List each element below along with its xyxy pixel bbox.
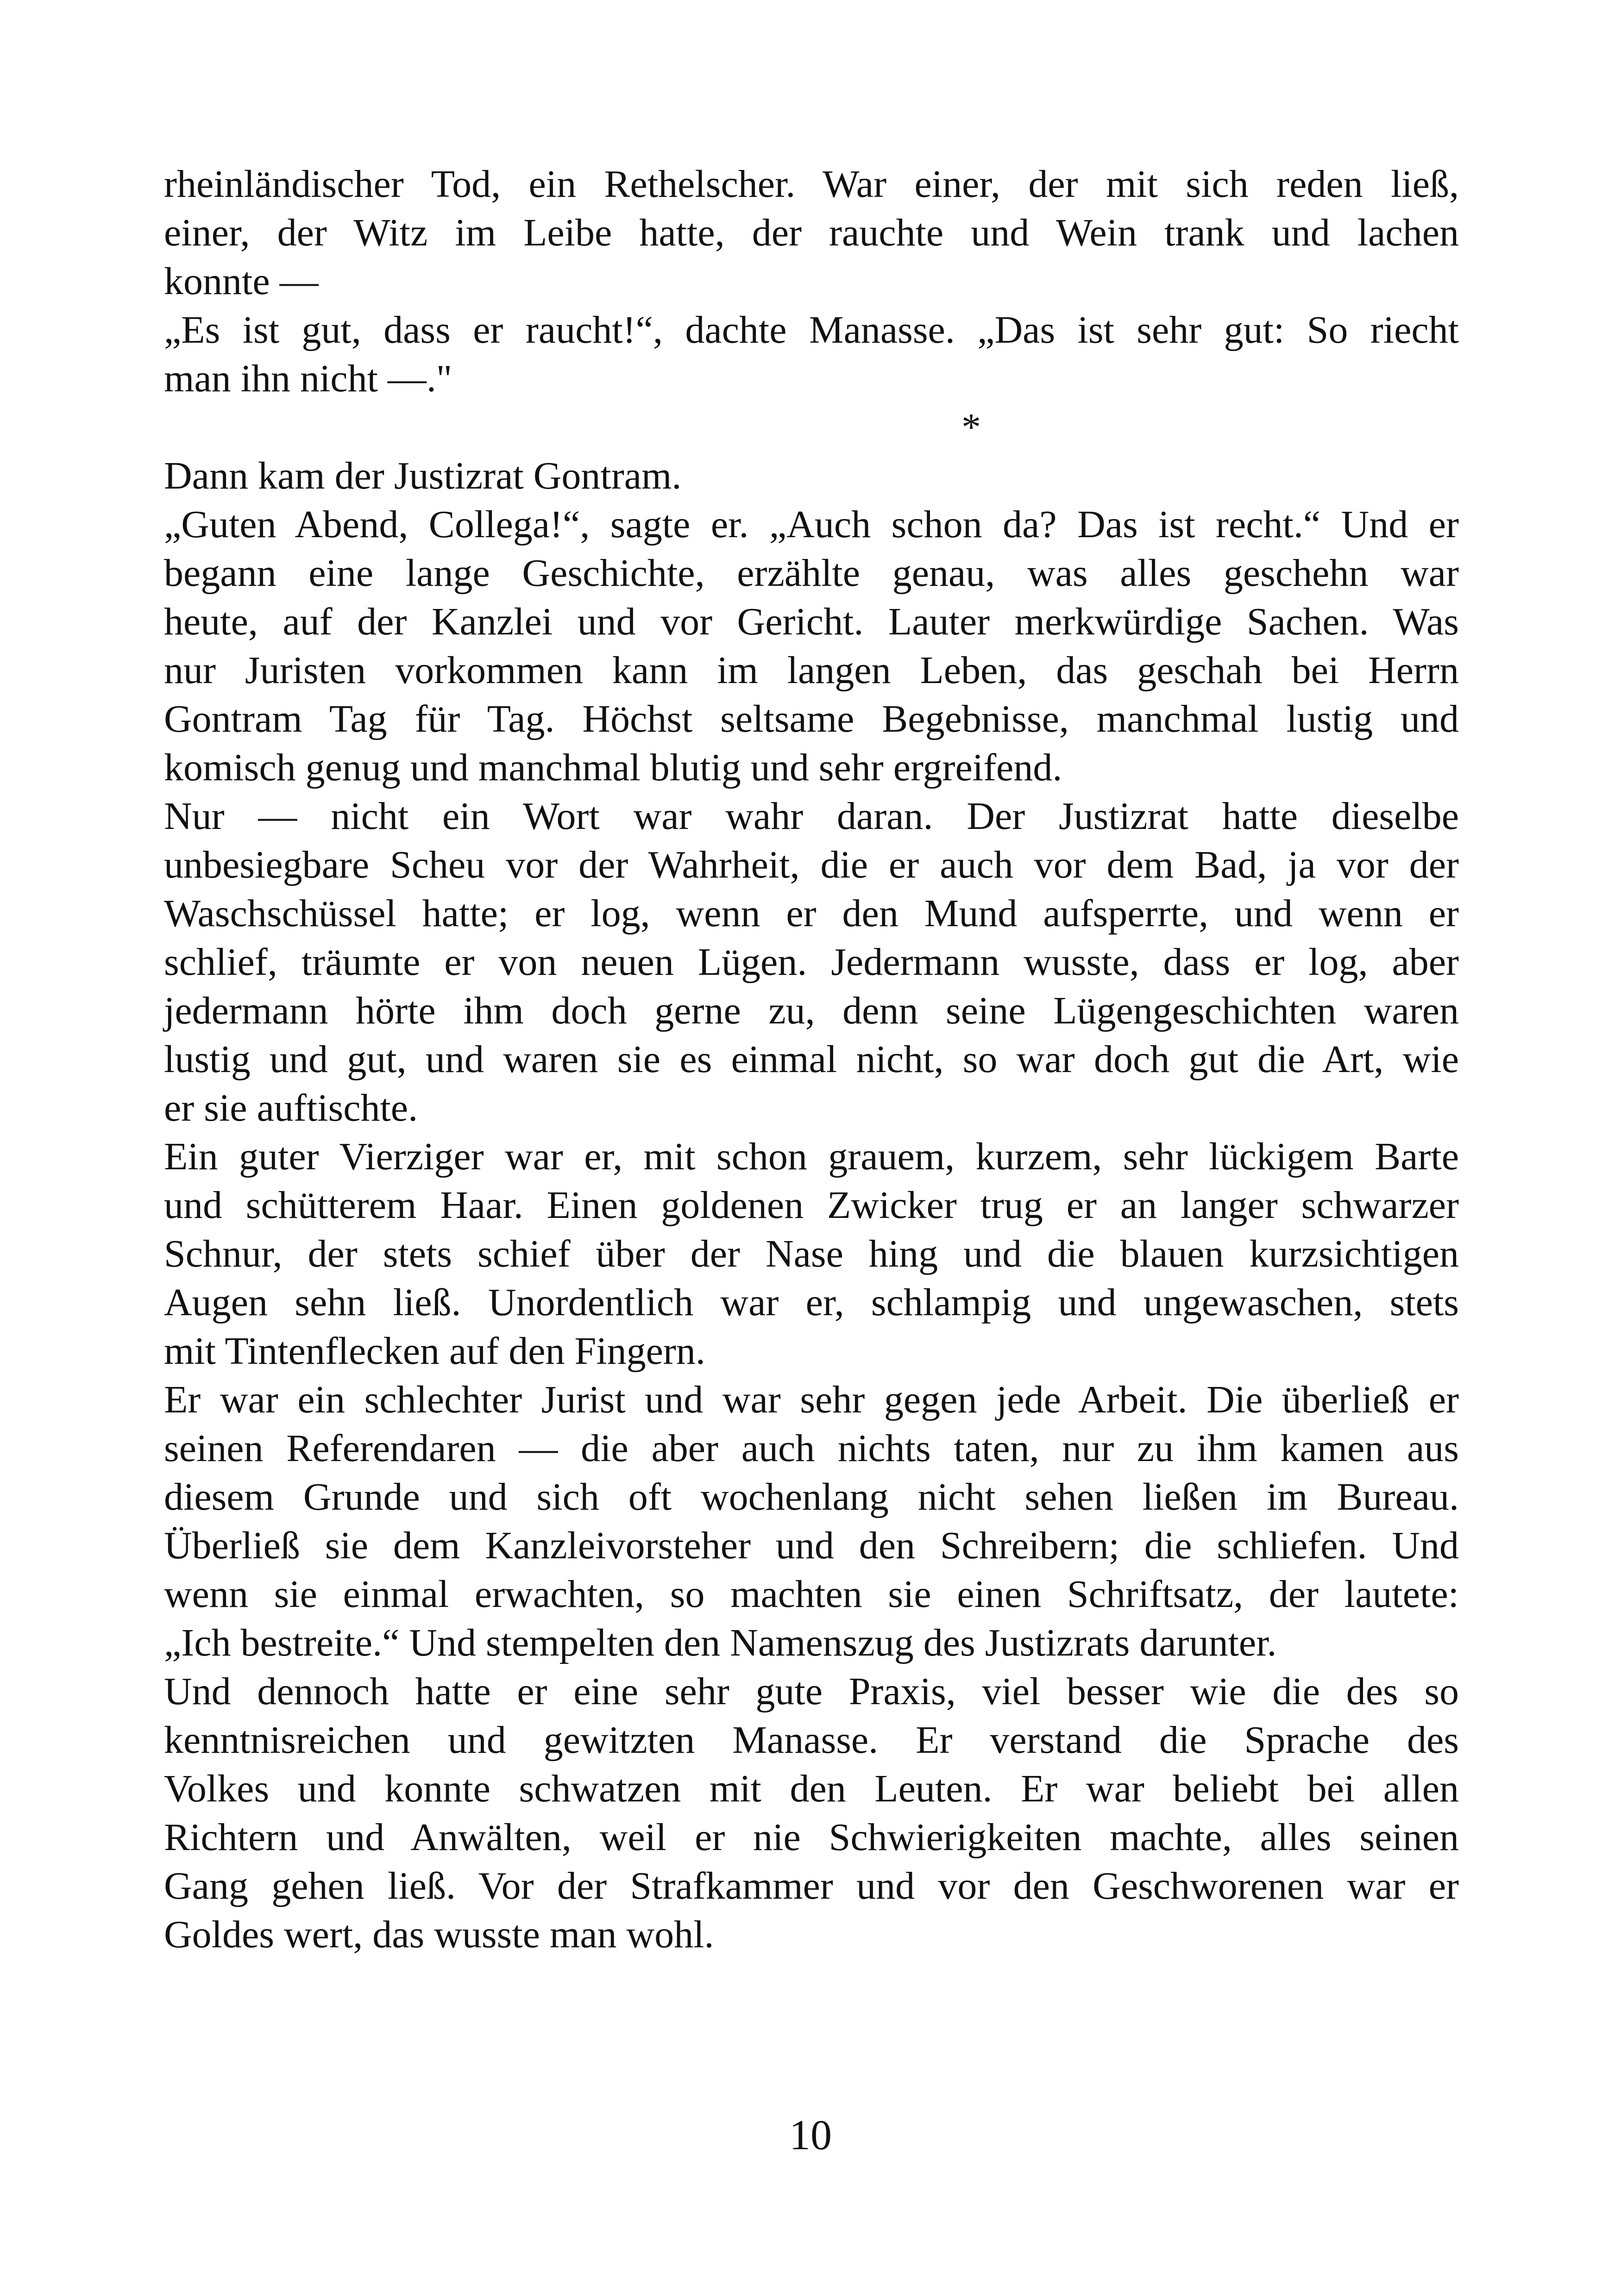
text-line: Er war ein schlechter Jurist und war sehr gegen jede Arbeit. Die überließ er bbox=[164, 1378, 1459, 1421]
text-line: und schütterem Haar. Einen goldenen Zwicker trug er an langer schwarzer bbox=[164, 1184, 1459, 1227]
text-line: komisch genug und manchmal blutig und sehr ergreifend. bbox=[164, 746, 1062, 789]
text-line: heute, auf der Kanzlei und vor Gericht. Lauter merkwürdige Sachen. Was bbox=[164, 600, 1459, 643]
paragraph bbox=[164, 1667, 1459, 1959]
paragraph bbox=[164, 500, 1459, 792]
text-line: Richtern und Anwälten, weil er nie Schwierigkeiten machte, alles seinen bbox=[164, 1816, 1459, 1859]
text-line: Waschschüssel hatte; er log, wenn er den Mund aufsperrte, und wenn er bbox=[164, 892, 1459, 935]
page-number: 10 bbox=[789, 2111, 832, 2158]
text-line: einer, der Witz im Leibe hatte, der rauchte und Wein trank und lachen bbox=[164, 211, 1459, 254]
text-line: „Es ist gut, dass er raucht!“, dachte Manasse. „Das ist sehr gut: So riecht bbox=[164, 308, 1459, 351]
text-line: „Ich bestreite.“ Und stempelten den Namenszug des Justizrats darunter. bbox=[164, 1621, 1277, 1664]
text-line: jedermann hörte ihm doch gerne zu, denn seine Lügengeschichten waren bbox=[164, 989, 1459, 1032]
text-line: Volkes und konnte schwatzen mit den Leuten. Er war beliebt bei allen bbox=[164, 1767, 1459, 1810]
text-line: Dann kam der Justizrat Gontram. bbox=[164, 454, 682, 497]
paragraph bbox=[164, 452, 1459, 500]
text-line: seinen Referendaren — die aber auch nichts taten, nur zu ihm kamen aus bbox=[164, 1427, 1459, 1470]
section-separator: * bbox=[961, 406, 981, 449]
text-line: Überließ sie dem Kanzleivorsteher und den Schreibern; die schliefen. Und bbox=[164, 1524, 1459, 1567]
text-line: Goldes wert, das wusste man wohl. bbox=[164, 1913, 714, 1956]
text-line: schlief, träumte er von neuen Lügen. Jedermann wusste, dass er log, aber bbox=[164, 941, 1459, 984]
text-line: kenntnisreichen und gewitzten Manasse. Er verstand die Sprache des bbox=[164, 1719, 1459, 1762]
text-line: rheinländischer Tod, ein Rethelscher. War einer, der mit sich reden ließ, bbox=[164, 163, 1459, 206]
text-line: Nur — nicht ein Wort war wahr daran. Der Justizrat hatte dieselbe bbox=[164, 795, 1459, 838]
text-line: Ein guter Vierziger war er, mit schon grauem, kurzem, sehr lückigem Barte bbox=[164, 1135, 1459, 1178]
paragraph bbox=[164, 1375, 1459, 1667]
paragraph bbox=[164, 792, 1459, 1132]
text-line: wenn sie einmal erwachten, so machten sie einen Schriftsatz, der lautete: bbox=[164, 1573, 1459, 1616]
text-line: diesem Grunde und sich oft wochenlang nicht sehen ließen im Bureau. bbox=[164, 1475, 1459, 1518]
paragraph bbox=[164, 160, 1459, 306]
paragraph bbox=[164, 306, 1459, 403]
text-line: unbesiegbare Scheu vor der Wahrheit, die er auch vor dem Bad, ja vor der bbox=[164, 843, 1459, 886]
text-line: begann eine lange Geschichte, erzählte genau, was alles geschehn war bbox=[164, 552, 1459, 595]
text-line: Gontram Tag für Tag. Höchst seltsame Begebnisse, manchmal lustig und bbox=[164, 697, 1459, 740]
body-text bbox=[164, 160, 1459, 1959]
text-line: er sie auftischte. bbox=[164, 1086, 418, 1129]
text-line: Augen sehn ließ. Unordentlich war er, schlampig und ungewaschen, stets bbox=[164, 1281, 1459, 1324]
text-line: „Guten Abend, Collega!“, sagte er. „Auch schon da? Das ist recht.“ Und er bbox=[164, 503, 1459, 546]
text-line: lustig und gut, und waren sie es einmal nicht, so war doch gut die Art, wie bbox=[164, 1038, 1459, 1081]
paragraph bbox=[164, 1132, 1459, 1375]
text-line: Schnur, der stets schief über der Nase hing und die blauen kurzsichtigen bbox=[164, 1232, 1459, 1275]
text-line: Gang gehen ließ. Vor der Strafkammer und vor den Geschworenen war er bbox=[164, 1864, 1459, 1907]
text-line: mit Tintenflecken auf den Fingern. bbox=[164, 1330, 705, 1373]
text-line: Und dennoch hatte er eine sehr gute Praxis, viel besser wie die des so bbox=[164, 1670, 1459, 1713]
text-line: nur Juristen vorkommen kann im langen Leben, das geschah bei Herrn bbox=[164, 649, 1459, 692]
text-line: konnte — bbox=[164, 260, 319, 303]
text-line: man ihn nicht —." bbox=[164, 357, 452, 400]
